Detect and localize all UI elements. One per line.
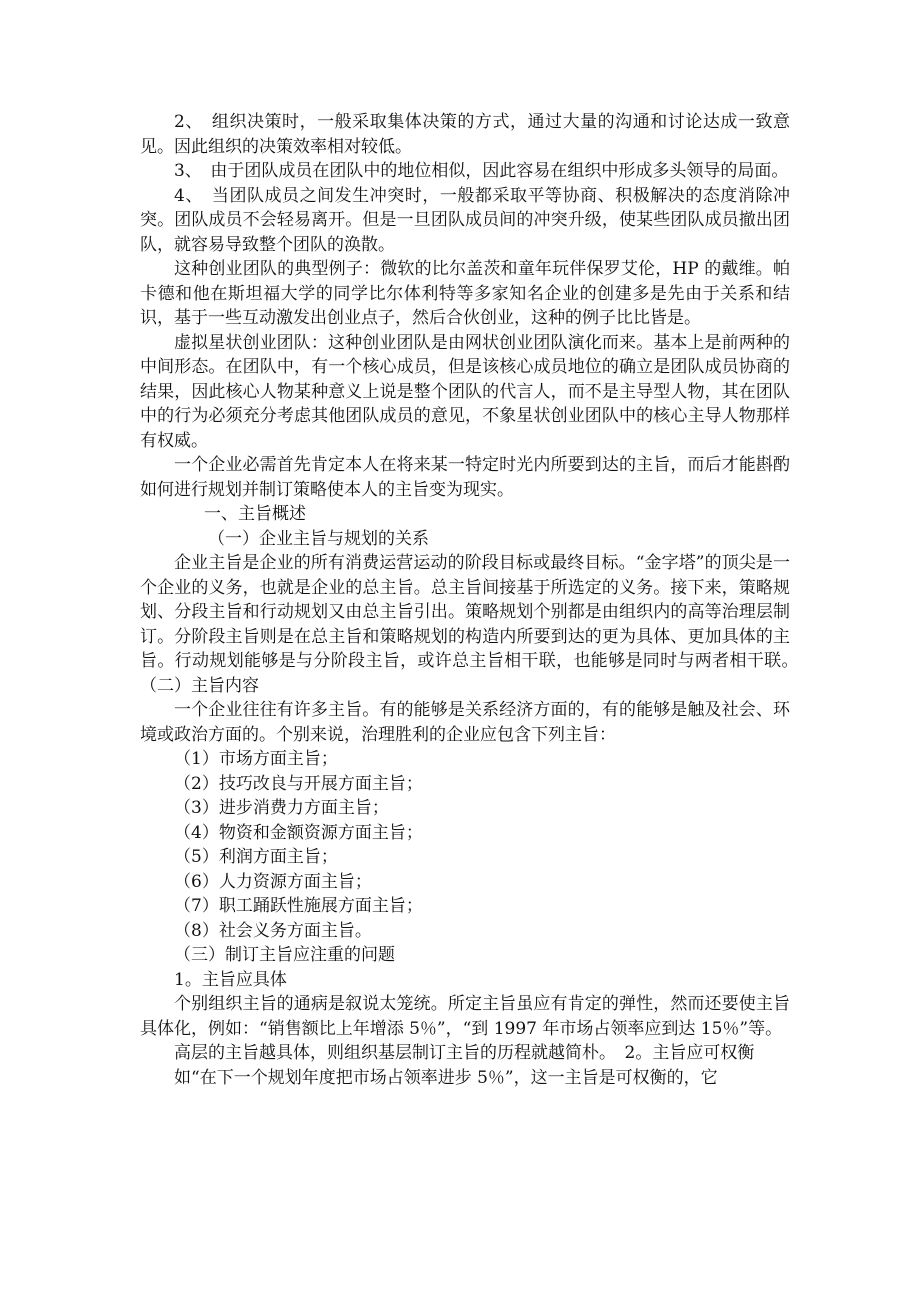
subsection-heading: （三）制订主旨应注重的问题 bbox=[174, 945, 395, 965]
numbered-heading: 1。主旨应具体 bbox=[174, 969, 287, 990]
list-item: （2）技巧改良与开展方面主旨； bbox=[174, 773, 423, 794]
paragraph: 虚拟星状创业团队：这种创业团队是由网状创业团队演化而来。基本上是前两种的中间形态。在团队中，有一个核心成员，但是该核心成员地位的确立是团队成员协商的结果，因此核心人物某种意义上说是整个团队的代言人，而不是主导型人物，其在团队中的行为必须充分考虑其他团队成员的意见，不象星状创业团队中的核心主导人物那样有权威。 bbox=[140, 332, 790, 451]
list-item: （3）进步消费力方面主旨； bbox=[174, 798, 389, 818]
list-item: （6）人力资源方面主旨； bbox=[174, 871, 372, 892]
document-body bbox=[140, 110, 807, 1090]
paragraph: 如“在下一个规划年度把市场占领率进步 5％”，这一主旨是可权衡的，它 bbox=[174, 1067, 718, 1088]
paragraph: 企业主旨是企业的所有消费运营运动的阶段目标或最终目标。“金字塔”的顶尖是一个企业的义务，也就是企业的总主旨。总主旨间接基于所选定的义务。接下来，策略规划、分段主旨和行动规划又由总主旨引出。策略规划个别都是由组织内的高等治理层制订。分阶段主旨则是在总主旨和策略规划的构造内所要到达的更为具体、更加具体的主旨。行动规划能够是与分阶段主旨，或许总主旨相干联，也能够是同时与两者相干联。 （二）主旨内容 bbox=[140, 553, 807, 696]
subsection-heading: （一）企业主旨与规划的关系 bbox=[208, 528, 429, 549]
list-item: （4）物资和金额资源方面主旨； bbox=[174, 822, 423, 843]
section-heading: 一、主旨概述 bbox=[204, 504, 306, 524]
paragraph: 一个企业必需首先肯定本人在将来某一特定时光内所要到达的主旨，而后才能斟酌如何进行规划并制订策略使本人的主旨变为现实。 bbox=[140, 455, 790, 500]
list-item: （7）职工踊跃性施展方面主旨； bbox=[174, 896, 423, 916]
paragraph: 个别组织主旨的通病是叙说太笼统。所定主旨虽应有肯定的弹性，然而还要使主旨具体化，例如：“销售额比上年增添 5％”，“到 1997 年市场占领率应到达 15％”等。 bbox=[140, 994, 790, 1039]
paragraph: 一个企业往往有许多主旨。有的能够是关系经济方面的，有的能够是触及社会、环境或政治方面的。个别来说，治理胜利的企业应包含下列主旨： bbox=[140, 700, 790, 745]
paragraph: 3、 由于团队成员在团队中的地位相似，因此容易在组织中形成多头领导的局面。 bbox=[174, 161, 789, 181]
list-item: （1）市场方面主旨； bbox=[174, 749, 338, 769]
list-item: （5）利润方面主旨； bbox=[174, 847, 338, 867]
paragraph: 这种创业团队的典型例子：微软的比尔盖茨和童年玩伴保罗艾伦，HP 的戴维。帕卡德和他在斯坦福大学的同学比尔体利特等多家知名企业的创建多是先由于关系和结识，基于一些互动激发出创业点子，然后合伙创业，这种的例子比比皆是。 bbox=[140, 259, 790, 328]
list-item: （8）社会义务方面主旨。 bbox=[174, 920, 372, 941]
paragraph: 4、 当团队成员之间发生冲突时，一般都采取平等协商、积极解决的态度消除冲突。团队成员不会轻易离开。但是一旦团队成员间的冲突升级，使某些团队成员撤出团队，就容易导致整个团队的涣散。 bbox=[140, 185, 790, 255]
paragraph: 高层的主旨越具体，则组织基层制订主旨的历程就越简朴。 2。主旨应可权衡 bbox=[174, 1043, 755, 1063]
paragraph: 2、 组织决策时，一般采取集体决策的方式，通过大量的沟通和讨论达成一致意见。因此组织的决策效率相对较低。 bbox=[140, 112, 790, 157]
